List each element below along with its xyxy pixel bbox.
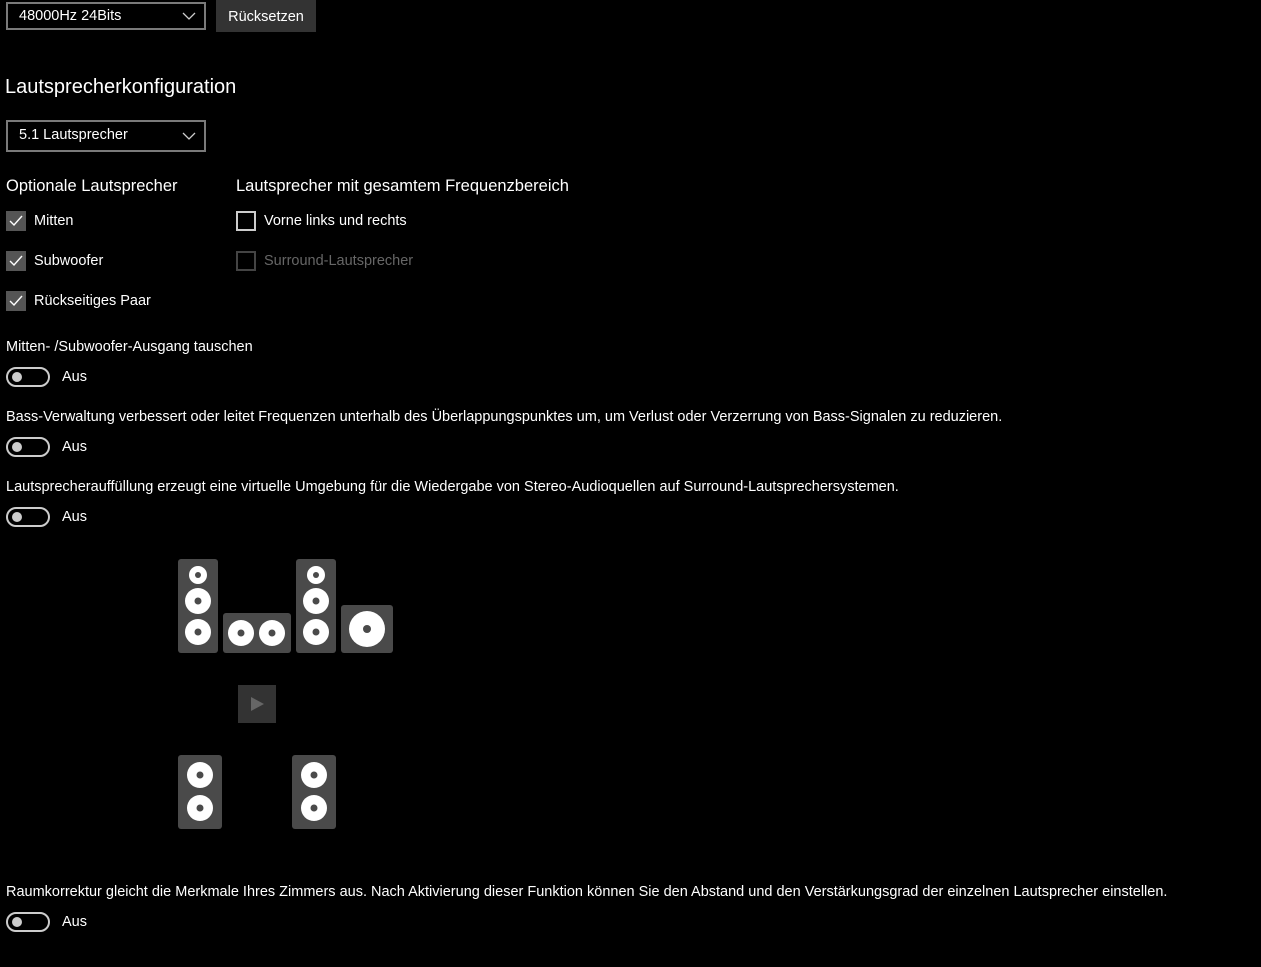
front-left-speaker[interactable] — [178, 559, 218, 653]
toggle-state: Aus — [62, 914, 87, 930]
fullrange-speakers-heading: Lautsprecher mit gesamtem Frequenzbereich — [236, 177, 569, 195]
speaker-config-value: 5.1 Lautsprecher — [19, 127, 128, 143]
toggle-state: Aus — [62, 439, 87, 455]
speaker-fill-label: Lautsprecherauffüllung erzeugt eine virtuelle Umgebung für die Wiedergabe von Stereo-Audioquellen auf Surround-Lautsprechersystemen. — [6, 479, 899, 495]
subwoofer-speaker[interactable] — [341, 605, 393, 653]
toggle-knob — [12, 917, 22, 927]
optional-speakers-heading: Optionale Lautsprecher — [6, 177, 178, 195]
bass-management-label: Bass-Verwaltung verbessert oder leitet Frequenzen unterhalb des Überlappungspunktes um, um Verlust oder Verzerrung von Bass-Signalen zu reduzieren. — [6, 409, 1003, 425]
reset-button[interactable]: Rücksetzen — [216, 0, 316, 32]
checkbox-label: Surround-Lautsprecher — [264, 253, 414, 269]
rear-right-speaker[interactable] — [292, 755, 336, 829]
toggle-state: Aus — [62, 369, 87, 385]
swap-center-sub-label: Mitten- /Subwoofer-Ausgang tauschen — [6, 339, 253, 355]
speaker-diagram — [0, 0, 420, 850]
checkbox-label: Rückseitiges Paar — [34, 293, 151, 309]
audio-format-value: 48000Hz 24Bits — [19, 8, 122, 24]
checkbox-label: Mitten — [34, 213, 74, 229]
room-correction-label: Raumkorrektur gleicht die Merkmale Ihres Zimmers aus. Nach Aktivierung dieser Funktion können Sie den Abstand und den Verstärkungsgrad der einzelnen Lautsprecher einstellen. — [6, 884, 1168, 900]
checkbox-label: Subwoofer — [34, 253, 104, 269]
front-right-speaker[interactable] — [296, 559, 336, 653]
checkbox-label: Vorne links und rechts — [264, 213, 407, 229]
rear-left-speaker[interactable] — [178, 755, 222, 829]
center-speaker[interactable] — [223, 613, 291, 653]
speaker-config-heading: Lautsprecherkonfiguration — [5, 76, 237, 98]
toggle-state: Aus — [62, 509, 87, 525]
room-correction-toggle[interactable] — [6, 912, 50, 932]
play-test-button[interactable] — [238, 685, 276, 723]
